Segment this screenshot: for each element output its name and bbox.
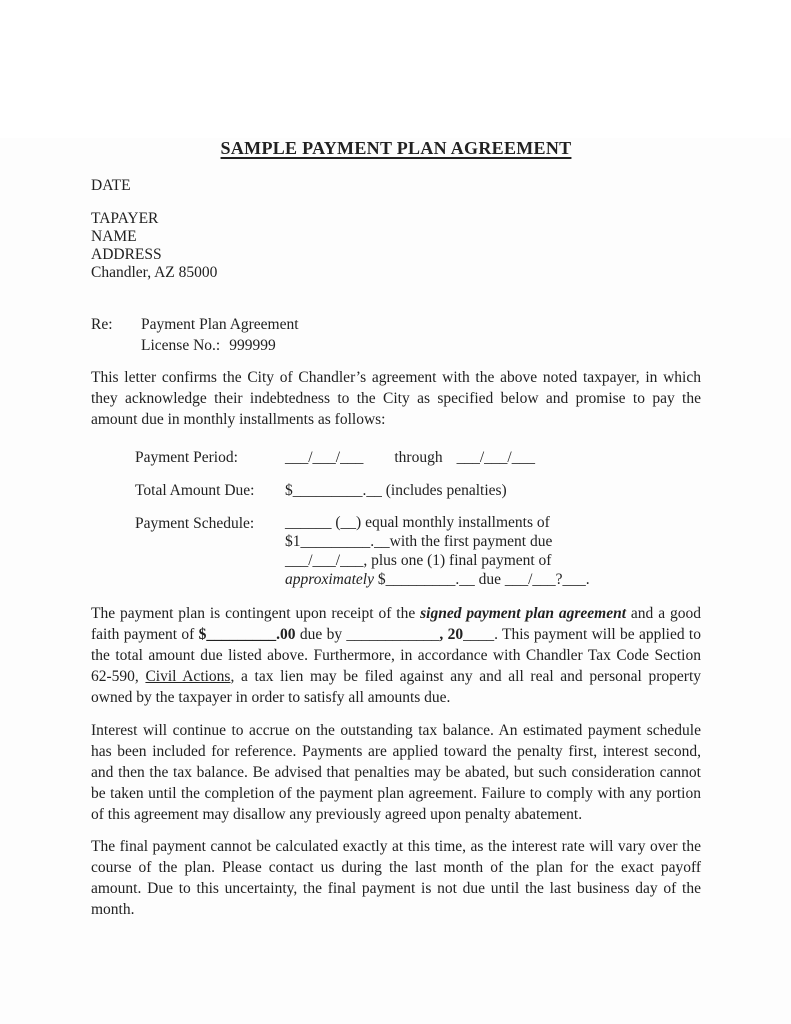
payment-schedule-lines [285, 513, 590, 589]
address-line-address: ADDRESS [91, 246, 162, 263]
civil-actions-underlined: Civil Actions [145, 668, 231, 685]
contingent-paragraph [91, 603, 701, 708]
schedule-line-4 [285, 570, 590, 589]
contingent-part1: The payment plan is contingent upon receipt of the [91, 605, 421, 622]
re-license-line [141, 336, 299, 357]
schedule-line-1: ______ (__) equal monthly installments of [285, 514, 550, 531]
contingent-part2: and a good faith payment of [91, 605, 701, 643]
re-block [91, 315, 701, 356]
good-faith-amount-blank: $_________.00 [198, 626, 296, 643]
period-end-blank: ___/___/___ [456, 449, 535, 466]
schedule-approximately-italic: approximately [285, 571, 374, 588]
final-payment-paragraph: The final payment cannot be calculated exactly at this time, as the interest rate will vary over the course of the plan. Please contact us during the last month of the plan for the exact payoff amount. Due to this uncertainty, the final payment is not due until the last business day of the month. [91, 838, 701, 918]
date-label: DATE [91, 177, 131, 194]
license-value: 999999 [229, 336, 276, 354]
license-label: License No.: [141, 336, 221, 354]
total-amount-due-row [91, 480, 701, 501]
contingent-part4: ____. This payment will be applied to the total amount due listed above. Furthermore, in accordance with Chandler Tax Code Section 62-590, [91, 626, 701, 685]
schedule-line-4-rest: $_________.__ due ___/___?___. [373, 571, 590, 588]
payment-schedule-row [91, 513, 701, 589]
total-amount-due-label: Total Amount Due: [135, 482, 255, 499]
document-page [0, 138, 791, 1024]
re-subject: Payment Plan Agreement [141, 316, 299, 333]
contingent-part5: , a tax lien may be filed against any and all real and personal property owned by the taxpayer in order to satisfy all amounts due. [91, 668, 701, 706]
taxpayer-address-block [91, 210, 701, 282]
re-label: Re: [91, 316, 113, 333]
address-line-name: NAME [91, 228, 137, 245]
interest-paragraph: Interest will continue to accrue on the outstanding tax balance. An estimated payment schedule has been included for reference. Payments are applied toward the penalty first, interest second, and then the tax balance. Be advised that penalties may be abated, but such consideration cannot be taken until the completion of the payment plan agreement. Failure to comply with any portion of this agreement may disallow any previously agreed upon penalty abatement. [91, 722, 701, 823]
period-start-blank: ___/___/___ [285, 449, 364, 466]
schedule-line-3: ___/___/___, plus one (1) final payment of [285, 552, 552, 569]
re-lines [141, 315, 299, 356]
payment-period-value [285, 447, 535, 468]
address-line-taxpayer: TAPAYER [91, 210, 159, 227]
signed-agreement-emphasis: signed payment plan agreement [420, 605, 626, 622]
payment-schedule-label: Payment Schedule: [135, 515, 255, 532]
schedule-line-2: $1_________.__with the first payment due [285, 533, 553, 550]
total-amount-due-value: $_________.__ (includes penalties) [285, 482, 507, 499]
document-title [91, 138, 701, 159]
payment-period-label: Payment Period: [135, 449, 238, 466]
document-content [0, 138, 791, 920]
intro-paragraph: This letter confirms the City of Chandler’s agreement with the above noted taxpayer, in which they acknowledge their indebtedness to the City as specified below and promise to pay the amount due in monthly installments as follows: [91, 369, 701, 428]
due-year-bold: , 20 [439, 626, 464, 643]
address-line-city: Chandler, AZ 85000 [91, 264, 218, 281]
payment-period-row [91, 447, 701, 468]
contingent-part3: due by ____________ [295, 626, 440, 643]
document-title-text: SAMPLE PAYMENT PLAN AGREEMENT [220, 138, 572, 158]
period-through-text: through [394, 449, 443, 466]
